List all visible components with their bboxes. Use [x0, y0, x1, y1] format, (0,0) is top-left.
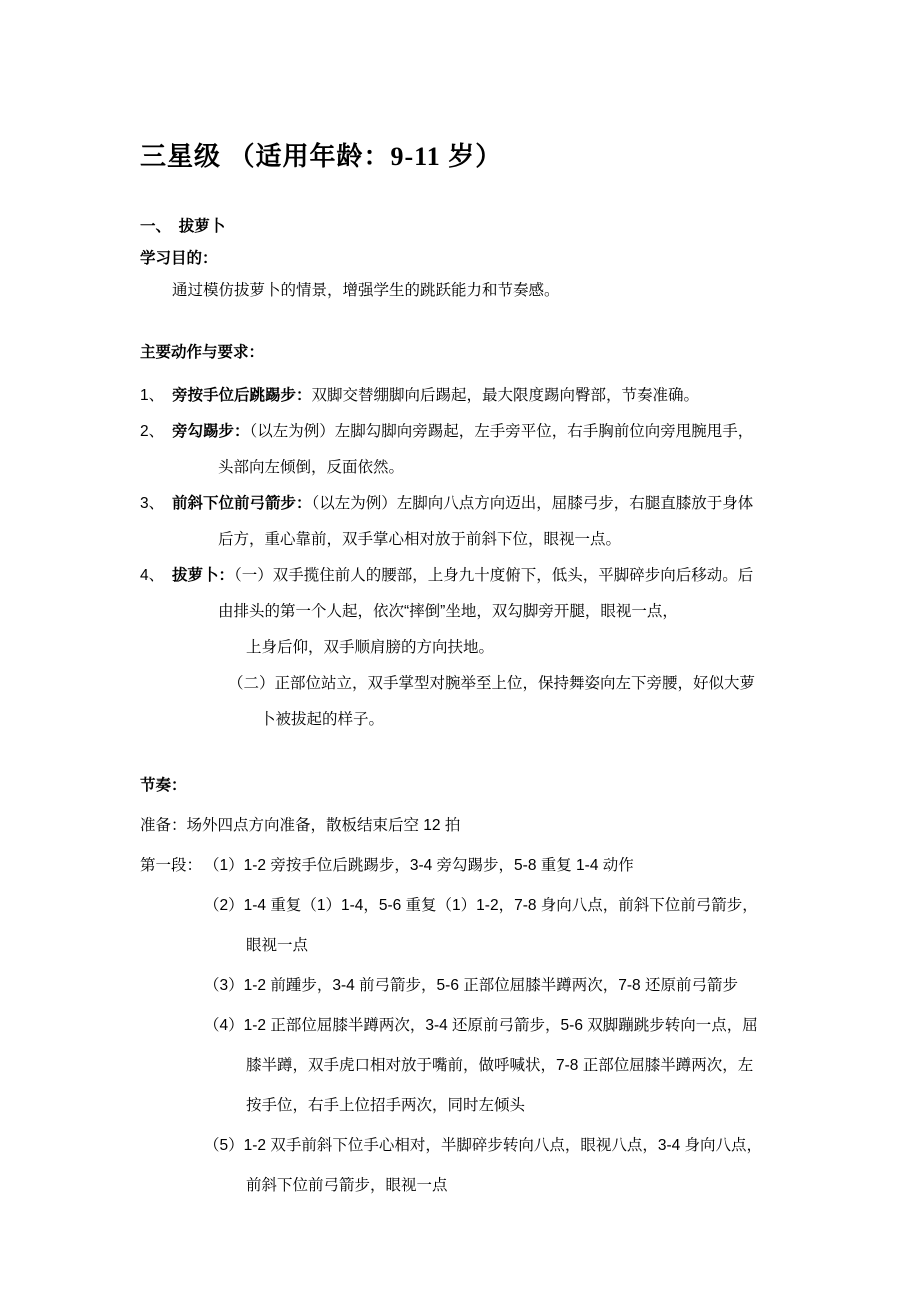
- section-heading: 一、 拔萝卜: [140, 218, 226, 235]
- item-text: （以左为例）左脚勾脚向旁踢起，左手旁平位，右手胸前位向旁甩腕甩手，: [249, 423, 754, 440]
- action-item-4: [140, 558, 782, 738]
- item-part2-line: （二）正部位站立，双手掌型对腕举至上位，保持舞姿向左下旁腰，好似大萝: [228, 675, 756, 692]
- item-continuation: 头部向左倾倒，反面依然。: [218, 459, 405, 476]
- rhythm-prep: 准备：场外四点方向准备，散板结束后空 12 拍: [140, 817, 461, 834]
- item-line: [140, 558, 782, 594]
- item-number: 4、: [140, 567, 165, 584]
- item-number: 3、: [140, 495, 165, 512]
- rhythm-section-label: 第一段：: [140, 857, 203, 874]
- rhythm-entry-continuation: 膝半蹲，双手虎口相对放于嘴前，做呼喊状，7-8 正部位屈膝半蹲两次，左: [246, 1057, 754, 1074]
- item-term: 旁勾踢步：: [172, 423, 250, 440]
- rhythm-section-line: [140, 846, 782, 886]
- item-line: [140, 414, 782, 450]
- item-text: （一）双手揽住前人的腰部，上身九十度俯下，低头，平脚碎步向后移动。后: [234, 567, 754, 584]
- item-term: 前斜下位前弓箭步：: [172, 495, 312, 512]
- item-text: （以左为例）左脚向八点方向迈出，屈膝弓步，右腿直膝放于身体: [311, 495, 754, 512]
- rhythm-entry-continuation: 按手位，右手上位招手两次，同时左倾头: [246, 1097, 526, 1114]
- item-term: 拔萝卜：: [172, 567, 235, 584]
- purpose-text: 通过模仿拔萝卜的情景，增强学生的跳跃能力和节奏感。: [172, 282, 560, 299]
- item-continuation: 后方，重心靠前，双手掌心相对放于前斜下位，眼视一点。: [218, 531, 622, 548]
- item-part2-continuation: 卜被拔起的样子。: [260, 711, 385, 728]
- item-line: [140, 378, 782, 414]
- rhythm-entry-2: （2）1-4 重复（1）1-4，5-6 重复（1）1-2，7-8 身向八点，前斜下位前弓箭步，: [204, 897, 758, 914]
- action-item-1: [140, 378, 782, 414]
- purpose-label: 学习目的：: [140, 250, 218, 267]
- item-line: [140, 486, 782, 522]
- item-term: 旁按手位后跳踢步：: [172, 387, 312, 404]
- rhythm-label: 节奏：: [140, 777, 187, 794]
- item-continuation: 上身后仰，双手顺肩膀的方向扶地。: [246, 639, 495, 656]
- item-number: 1、: [140, 387, 165, 404]
- action-item-2: [140, 414, 782, 486]
- rhythm-entry-4: （4）1-2 正部位屈膝半蹲两次，3-4 还原前弓箭步，5-6 双脚蹦跳步转向一点，屈: [204, 1017, 758, 1034]
- item-text: 双脚交替绷脚向后踢起，最大限度踢向臀部，节奏准确。: [311, 387, 700, 404]
- item-number: 2、: [140, 423, 165, 440]
- rhythm-entry-continuation: 眼视一点: [246, 937, 309, 954]
- rhythm-entry-5: （5）1-2 双手前斜下位手心相对，半脚碎步转向八点，眼视八点，3-4 身向八点，: [204, 1137, 763, 1154]
- doc-title: 三星级 （适用年龄：9-11 岁）: [140, 142, 503, 171]
- rhythm-entry-3: （3）1-2 前踵步，3-4 前弓箭步，5-6 正部位屈膝半蹲两次，7-8 还原前弓箭步: [204, 977, 738, 994]
- rhythm-entry-1: （1）1-2 旁按手位后跳踢步，3-4 旁勾踢步，5-8 重复 1-4 动作: [204, 857, 634, 874]
- action-item-3: [140, 486, 782, 558]
- item-continuation: 由排头的第一个人起，依次“摔倒”坐地，双勾脚旁开腿，眼视一点，: [218, 603, 678, 620]
- actions-label: 主要动作与要求：: [140, 344, 265, 361]
- rhythm-entry-continuation: 前斜下位前弓箭步，眼视一点: [246, 1177, 448, 1194]
